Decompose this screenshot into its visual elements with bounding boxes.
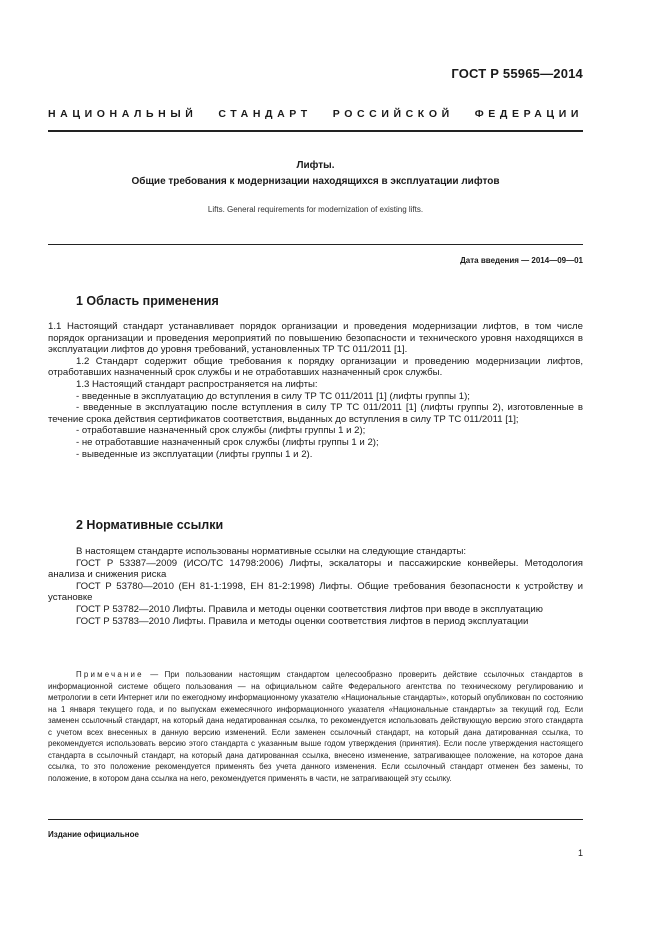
section-1-heading: 1 Область применения [76, 294, 219, 308]
title-line-2: Общие требования к модернизации находящихся в эксплуатации лифтов [131, 176, 500, 187]
paragraph-1-2: 1.2 Стандарт содержит общие требования к порядку организации и проведению модернизации лифтов, отработавших назначенный срок службы и не отработавших назначенный срок службы. [48, 355, 583, 379]
title-line-1: Лифты. [296, 160, 335, 171]
paragraph-1-3: 1.3 Настоящий стандарт распространяется на лифты: [76, 378, 318, 390]
list-item: - выведенные из эксплуатации (лифты группы 1 и 2). [76, 448, 313, 460]
reference-item: ГОСТ Р 53387—2009 (ИСО/ТС 14798:2006) Лифты, эскалаторы и пассажирские конвейеры. Методология анализа и снижения риска [48, 557, 583, 581]
title-english: Lifts. General requirements for modernization of existing lifts. [207, 205, 424, 214]
reference-item: ГОСТ Р 53783—2010 Лифты. Правила и методы оценки соответствия лифтов в период эксплуатации [76, 615, 529, 627]
edition-label: Издание официальное [48, 830, 139, 839]
paragraph-1-1: 1.1 Настоящий стандарт устанавливает порядок организации и проведения модернизации лифтов, в том числе порядок организации и проведения мероприятий по повышению безопасности и технического уровня находящихся в эксплуатации лифтов до уровня требований, установленных ТР ТС 011/2011 [1]. [48, 321, 583, 356]
national-standard-title: НАЦИОНАЛЬНЫЙ СТАНДАРТ РОССИЙСКОЙ ФЕДЕРАЦИИ [48, 108, 583, 120]
note-label: Примечание [76, 670, 144, 679]
title-rule [48, 244, 583, 245]
reference-item: ГОСТ Р 53782—2010 Лифты. Правила и методы оценки соответствия лифтов при вводе в эксплуатацию [76, 603, 543, 615]
reference-item: ГОСТ Р 53780—2010 (ЕН 81-1:1998, ЕН 81-2:1998) Лифты. Общие требования безопасности к устройству и установке [48, 580, 583, 604]
footer-rule [48, 819, 583, 820]
note-block [48, 669, 583, 784]
section-2-heading: 2 Нормативные ссылки [76, 518, 224, 532]
references-intro: В настоящем стандарте использованы нормативные ссылки на следующие стандарты: [76, 546, 467, 557]
list-item: - не отработавшие назначенный срок службы (лифты группы 1 и 2); [76, 436, 379, 448]
introduction-date: Дата введения — 2014—09—01 [460, 256, 583, 265]
list-item: - введенные в эксплуатацию после вступления в силу ТР ТС 011/2011 [1] (лифты группы 2), изготовленные в течение срока действия сертификатов соответствия, выданных до вступления в силу ТР ТС 011/2011 [1]; [48, 402, 583, 425]
page-number: 1 [577, 848, 583, 858]
list-item: - отработавшие назначенный срок службы (лифты группы 1 и 2); [76, 425, 366, 437]
list-item: - введенные в эксплуатацию до вступления в силу ТР ТС 011/2011 [1] (лифты группы 1); [76, 390, 470, 402]
section-2-body [48, 546, 583, 627]
note-text: — При пользовании настоящим стандартом целесообразно проверить действие ссылочных стандартов в информационной системе общего пользования — на официальном сайте Федерального агентства по техническому регулированию и метрологии в сети Интернет или по ежегодному информационному указателю «Национальные стандарты», который опубликован по состоянию на 1 января текущего года, и по выпускам ежемесячного информационного указателя «Национальные стандарты» за текущий год. Если заменен ссылочный стандарт, на который дана недатированная ссылка, то рекомендуется использовать действующую версию этого стандарта с учетом всех внесенных в данную версию изменений. Если заменен ссылочный стандарт, на который дана датированная ссылка, то рекомендуется использовать версию этого стандарта с указанным выше годом утверждения (принятия). Если после утверждения настоящего стандарта в ссылочный стандарт, на который дана датированная ссылка, внесено изменение, затрагивающее положение, на которое дана ссылка, то это положение рекомендуется применять без учета данного изменения. Если ссылочный стандарт отменен без замены, то положение, в котором дана ссылка на него, рекомендуется применять в части, не затрагивающей эту ссылку. [48, 670, 583, 783]
standard-code: ГОСТ Р 55965—2014 [451, 66, 583, 81]
section-1-body [48, 321, 583, 460]
document-title [48, 158, 583, 190]
header-rule [48, 130, 583, 132]
